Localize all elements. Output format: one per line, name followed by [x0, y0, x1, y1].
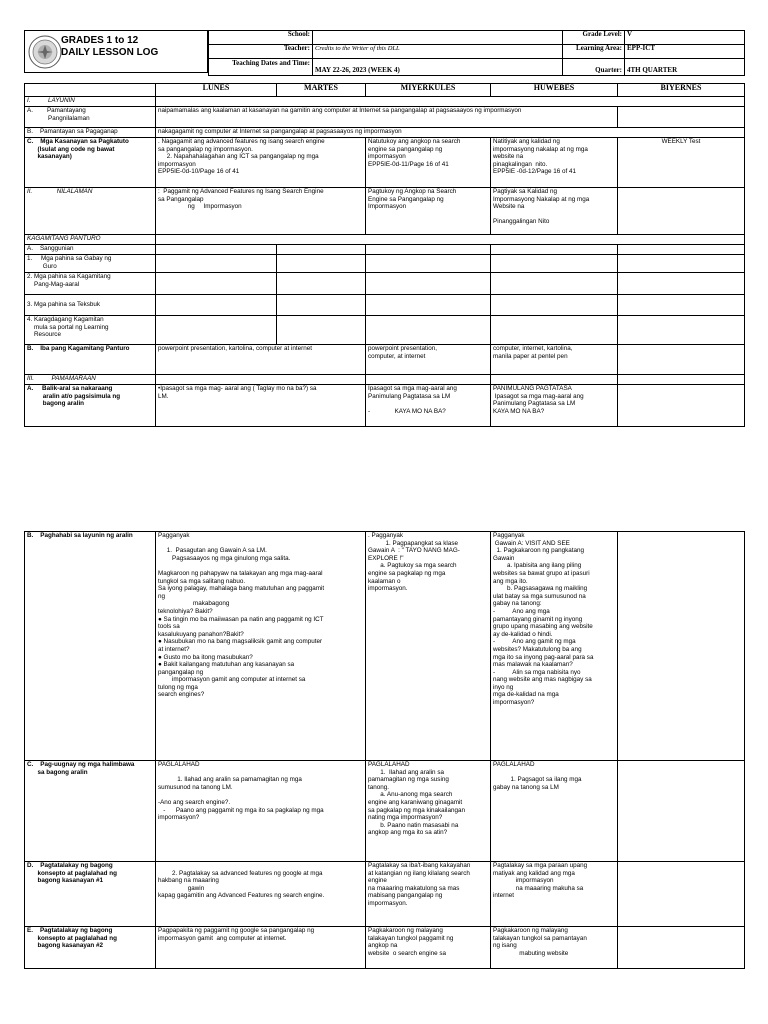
day-header-blank — [25, 84, 156, 97]
day-biyernes: BIYERNES — [618, 84, 745, 97]
kasanayan-label: C. Mga Kasanayan sa Pagkatuto (Isulat ang code ng bawat kasanayan) — [25, 138, 156, 188]
balik-aral-huwebes: PANIMULANG PAGTATASA Ipasagot sa mga mag-aaral ang Panimulang Pagtatasa sa LM KAYA MO NA BA? — [491, 385, 618, 427]
cell — [156, 255, 277, 273]
quarter-value: 4TH QUARTER — [625, 59, 745, 76]
cell — [366, 273, 491, 295]
nilalaman-miyerkules: Pagtukoy ng Angkop na Search Engine sa Pangangalap ng Impormasyon — [366, 188, 491, 235]
day-martes: MARTES — [277, 84, 366, 97]
pagtatalakay-2-biyernes — [618, 927, 745, 969]
pamantayan-pagaganap-label: B. Pamantayan sa Pagaganap — [25, 128, 156, 138]
cell — [366, 375, 491, 385]
cell — [618, 273, 745, 295]
cell — [366, 255, 491, 273]
cell — [277, 316, 366, 345]
teacher-label: Teacher: — [209, 45, 313, 59]
pamantayang-pangnilalaman-biyernes — [618, 107, 745, 128]
pag-uugnay-huwebes: PAGLALAHAD 1. Pagsagot sa ilang mga gabay na tanong sa LM — [491, 761, 618, 862]
cell — [366, 245, 491, 255]
cell — [491, 375, 618, 385]
iba-pang-kagamitan-label: B. Iba pang Kagamitang Panturo — [25, 345, 156, 375]
pagtatalakay-1-biyernes — [618, 862, 745, 927]
cell — [156, 316, 277, 345]
karagdagang-kagamitan-label: 4. Karagdagang Kagamitan mula sa portal ng Learning Resource — [25, 316, 156, 345]
cell — [618, 316, 745, 345]
dates-value: MAY 22-26, 2023 (WEEK 4) — [313, 59, 563, 76]
learning-area-label: Learning Area: — [563, 45, 625, 59]
kagamitan-heading: KAGAMITANG PANTURO — [25, 235, 156, 245]
grade-level-value: V — [625, 31, 745, 45]
cell — [156, 245, 277, 255]
grade-level-label: Grade Level: — [563, 31, 625, 45]
paghahabi-huwebes: Pagganyak Gawain A: VISIT AND SEE 1. Pagkakaroon ng pangkatang Gawain a. Ipabisita ang ilang piling websites sa bawat grupo at ipasuri ang mga ito. b. Pagsasagawa ng maikling ulat batay sa mga sumusunod na gabay na tanong: - Ano ang mga pamantayang ginamit ng inyong grupo upang masabing ang website ay de-kalidad o hindi. - Ano ang gamit ng mga websites? Makatutulong ba ang mga ito sa inyong pag-aaral para sa mas malawak na kaalaman? - Alin sa mga nabisita nyo nang website ang mas nagbigay sa inyo ng mga de-kalidad na mga impormasyon? — [491, 532, 618, 761]
cell — [366, 316, 491, 345]
cell — [491, 316, 618, 345]
layunin-blank — [156, 97, 745, 107]
kasanayan-huwebes: Natitiyak ang kalidad ng impormasyong nakalap at ng mga website na pinagkalingan nito. EPP5IE -0d-12/Page 16 of 41 — [491, 138, 618, 188]
nilalaman-huwebes: Pagtiyak sa Kalidad ng Impormasyong Nakalap at ng mga Website na Pinanggalingan Nito — [491, 188, 618, 235]
pag-uugnay-label: C. Pag-uugnay ng mga halimbawa sa bagong aralin — [25, 761, 156, 862]
day-header-row — [25, 84, 745, 97]
layunin-heading: I. LAYUNIN — [25, 97, 156, 107]
deped-seal-logo — [28, 35, 62, 69]
iba-pang-kagamitan-miyerkules: powerpoint presentation, computer, at internet — [366, 345, 491, 375]
nilalaman-lunes: : Paggamit ng Advanced Features ng Isang Search Engine sa Pangangalap ng Impormasyon — [156, 188, 366, 235]
pag-uugnay-biyernes — [618, 761, 745, 862]
cell — [156, 295, 277, 316]
kasanayan-lunes: . Nagagamit ang advanced features ng isang search engine sa pangangalap ng impormasyon. 2. Napahahalagahan ang ICT sa pangangalap ng mga impormasyon EPP5IE-0d-10/Page 16 of 41 — [156, 138, 366, 188]
balik-aral-biyernes — [618, 385, 745, 427]
cell — [277, 273, 366, 295]
day-huwebes: HUWEBES — [491, 84, 618, 97]
header-info-table — [208, 30, 745, 76]
pag-uugnay-miyerkules: PAGLALAHAD 1. Ilahad ang aralin sa pamamagitan ng mga susing tanong. a. Anu-anong mga search engine ang karaniwang ginagamit sa pagkalap ng mga kinakailangan nating mga impormasyon? b. Paano natin masasabi na angkop ang mga ito sa atin? — [366, 761, 491, 862]
cell — [277, 255, 366, 273]
quarter-label: Quarter: — [563, 59, 625, 76]
iba-pang-kagamitan-lunes: powerpoint presentation, kartolina, computer at internet — [156, 345, 366, 375]
cell — [618, 375, 745, 385]
cell — [277, 245, 366, 255]
cell — [618, 295, 745, 316]
learning-area-value: EPP-ICT — [625, 45, 745, 59]
header-title-box — [24, 30, 208, 73]
title-line2: DAILY LESSON LOG — [61, 47, 159, 58]
cell — [366, 295, 491, 316]
kagamitang-pang-mag-aaral-label: 2. Mga pahina sa Kagamitang Pang-Mag-aaral — [25, 273, 156, 295]
pamantayang-pangnilalaman-label: A. Pamantayang Pangnilalaman — [25, 107, 156, 128]
day-lunes: LUNES — [156, 84, 277, 97]
cell — [491, 245, 618, 255]
cell — [618, 255, 745, 273]
pagtatalakay-1-label: D. Pagtatalakay ng bagong konsepto at paglalahad ng bagong kasanayan #1 — [25, 862, 156, 927]
paghahabi-miyerkules: . Pagganyak 1. Pagpapangkat sa klase Gawain A : " TAYO NANG MAG- EXPLORE !" a. Pagtukoy sa mga search engine sa pagkalap ng mga kaalaman o impormasyon. — [366, 532, 491, 761]
pagtatalakay-1-lunes: 2. Pagtalakay sa advanced features ng google at mga hakbang na maaaring gawin kapag gagamitin ang Advanced Features ng search engine. — [156, 862, 366, 927]
cell — [618, 245, 745, 255]
pagtatalakay-2-label: E. Pagtatalakay ng bagong konsepto at paglalahad ng bagong kasanayan #2 — [25, 927, 156, 969]
paghahabi-label: B. Paghahabi sa layunin ng aralin — [25, 532, 156, 761]
paghahabi-biyernes — [618, 532, 745, 761]
pamantayang-pangnilalaman-text: naipamamalas ang kaalaman at kasanayan na gamitin ang computer at Internet sa pangangalap at pagsasaayos ng impormasyon — [156, 107, 618, 128]
pagtatalakay-1-huwebes: Pagtalakay sa mga paraan upang matiyak ang kalidad ang mga impormasyon na maaaring makuha sa internet — [491, 862, 618, 927]
balik-aral-label: A. Balik-aral sa nakaraang aralin at/o pagsisimula ng bagong aralin — [25, 385, 156, 427]
lesson-log-table-page2 — [24, 531, 745, 969]
title-line1: GRADES 1 to 12 — [61, 35, 139, 46]
kasanayan-miyerkules: Natutukoy ang angkop na search engine sa pangangalap ng impormasyon EPP5IE-0d-11/Page 16 of 41 — [366, 138, 491, 188]
teacher-value: Credits to the Writer of this DLL — [313, 45, 563, 59]
pamantayan-pagaganap-text: nakagagamit ng computer at Internet sa pangangalap at pagsasaayos ng impormasyon — [156, 128, 745, 138]
pagtatalakay-2-miyerkules: Pagkakaroon ng malayang talakayan tungkol paggamit ng angkop na website o search engine sa — [366, 927, 491, 969]
school-value — [313, 31, 563, 45]
cell — [277, 295, 366, 316]
kagamitan-blank — [156, 235, 745, 245]
sanggunian-label: A. Sanggunian — [25, 245, 156, 255]
school-label: School: — [209, 31, 313, 45]
pamamaraan-heading: III. PAMAMARAAN — [25, 375, 156, 385]
balik-aral-lunes: •Ipasagot sa mga mag- aaral ang ( Taglay mo na ba?) sa LM. — [156, 385, 366, 427]
nilalaman-biyernes — [618, 188, 745, 235]
nilalaman-label: II. NILALAMAN — [25, 188, 156, 235]
teksbuk-label: 3. Mga pahina sa Teksbuk — [25, 295, 156, 316]
dates-label: Teaching Dates and Time: — [209, 59, 313, 76]
pagtatalakay-2-huwebes: Pagkakaroon ng malayang talakayan tungkol sa pamantayan ng isang mabuting website — [491, 927, 618, 969]
kasanayan-biyernes: WEEKLY Test — [618, 138, 745, 188]
cell — [156, 273, 277, 295]
pag-uugnay-lunes: PAGLALAHAD 1. Ilahad ang aralin sa pamamagitan ng mga sumusunod na tanong LM. -Ano ang search engine?. - Paano ang paggamit ng mga ito sa pagkalap ng mga impormasyon? — [156, 761, 366, 862]
cell — [491, 255, 618, 273]
gabay-guro-label: 1. Mga pahina sa Gabay ng Guro — [25, 255, 156, 273]
paghahabi-lunes: Pagganyak 1. Pasagutan ang Gawain A sa LM. Pagsasaayos ng mga ginulong mga salita. Magkaroon ng pahapyaw na talakayan ang mga mag-aaral tungkol sa mga salitang nabuo. Sa iyong palagay, mahalaga bang matutuhan ang paggamit ng makabagong teknolohiya? Bakit? ● Sa tingin mo ba maiiwasan pa natin ang paggamit ng ICT tools sa kasalukuyang panahon?Bakit? ● Nasubukan mo na bang magsaliksik gamit ang computer at internet? ● Gusto mo ba itong masubukan? ● Bakit kailangang matutuhan ang kasanayan sa pangangalap ng impormasyon gamit ang computer at internet sa tulong ng mga search engines? — [156, 532, 366, 761]
pagtatalakay-2-lunes: Pagpapakita ng paggamit ng google sa pangangalap ng impormasyon gamit ang computer at internet. — [156, 927, 366, 969]
pagtatalakay-1-miyerkules: Pagtalakay sa iba't-ibang kakayahan at katangian ng ilang kilalang search engine na maaaring makatulong sa mas mabisang pangangalap ng impormasyon. — [366, 862, 491, 927]
iba-pang-kagamitan-biyernes — [618, 345, 745, 375]
balik-aral-miyerkules: Ipasagot sa mga mag-aaral ang Panimulang Pagtatasa sa LM - KAYA MO NA BA? — [366, 385, 491, 427]
cell — [156, 375, 366, 385]
iba-pang-kagamitan-huwebes: computer, internet, kartolina, manila paper at pentel pen — [491, 345, 618, 375]
lesson-log-table-page1 — [24, 83, 745, 427]
day-miyerkules: MIYERKULES — [366, 84, 491, 97]
cell — [491, 295, 618, 316]
cell — [491, 273, 618, 295]
